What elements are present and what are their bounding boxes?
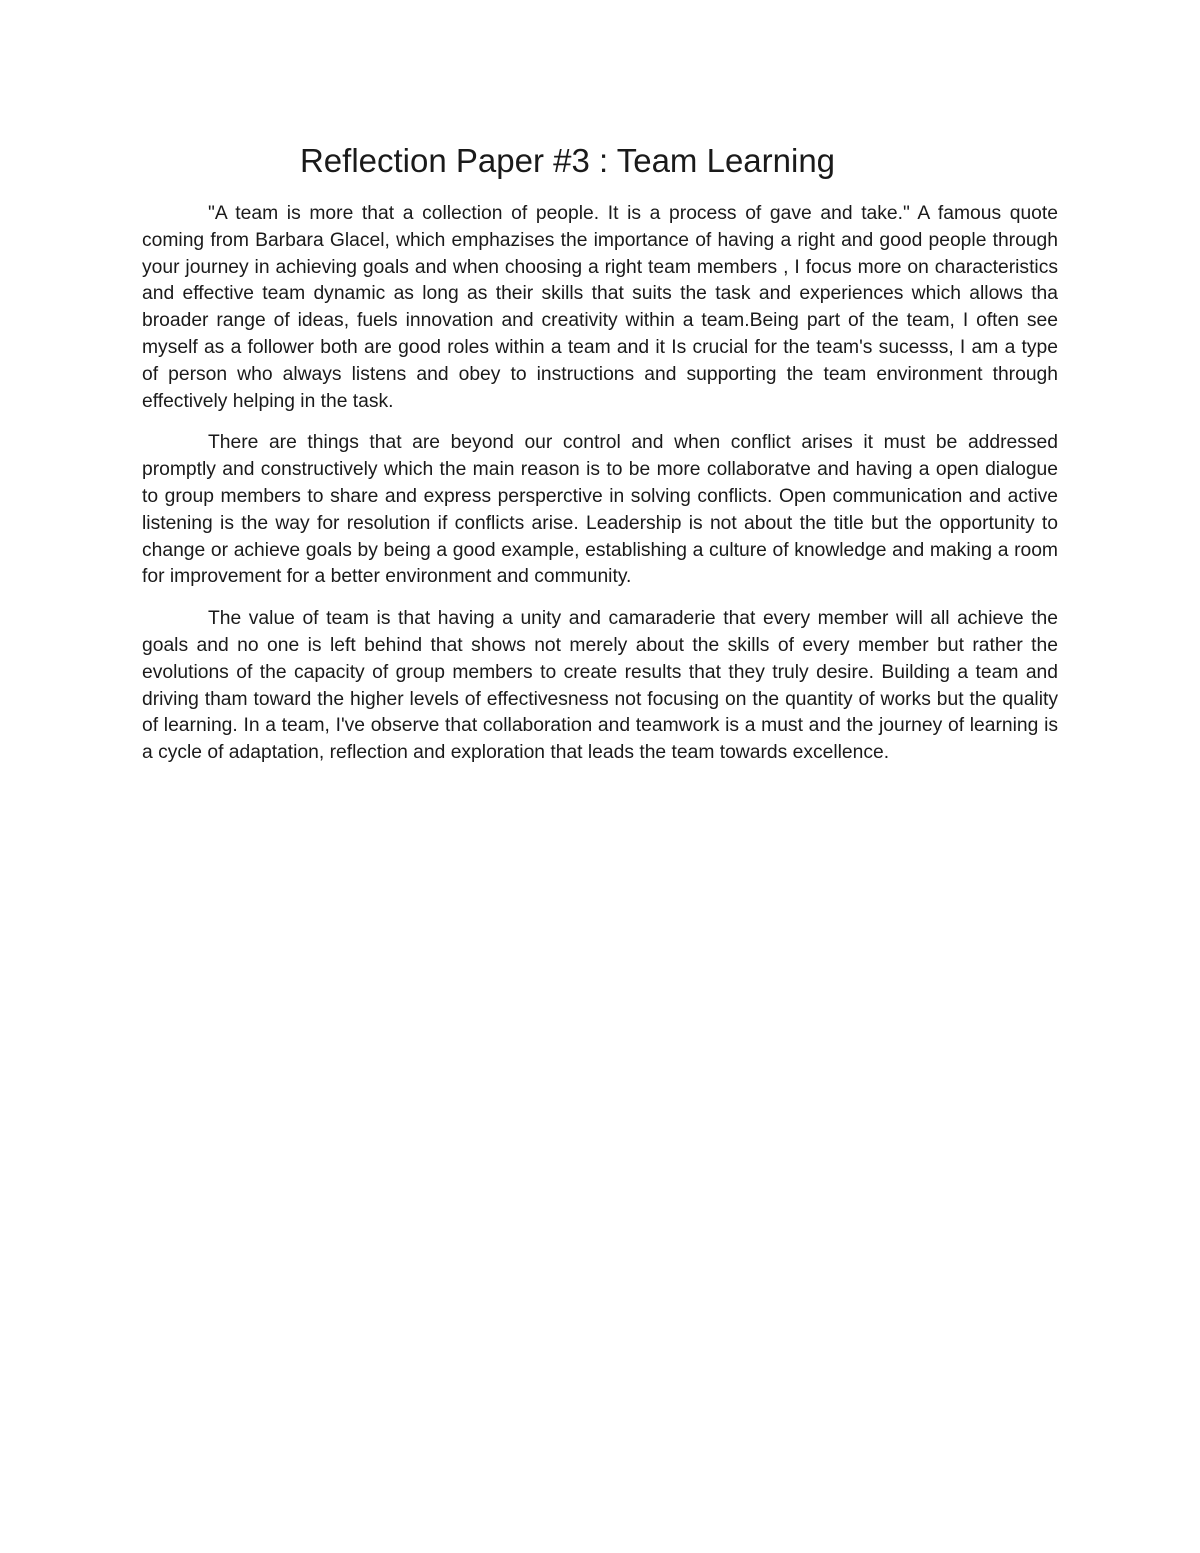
paragraph-1: "A team is more that a collection of people. It is a process of gave and take." A famous quote coming from Barbara Glacel, which emphazises the importance of having a right and good people through your journey in achieving goals and when choosing a right team members , I focus more on characteristics and effective team dynamic as long as their skills that suits the task and experiences which allows tha broader range of ideas, fuels innovation and creativity within a team.Being part of the team, I often see myself as a follower both are good roles within a team and it Is crucial for the team's sucesss, I am a type of person who always listens and obey to instructions and supporting the team environment through effectively helping in the task. [142,203,1058,412]
paragraph-2: There are things that are beyond our control and when conflict arises it must be addressed promptly and constructively which the main reason is to be more collaboratve and having a open dialogue to group members to share and express persperctive in solving conflicts. Open communication and active listening is the way for resolution if conflicts arise. Leadership is not about the title but the opportunity to change or achieve goals by being a good example, establishing a culture of knowledge and making a room for improvement for a better environment and community. [142,432,1058,588]
document-body [142,201,1058,782]
document-title: Reflection Paper #3 : Team Learning [299,142,836,179]
paragraph-3: The value of team is that having a unity and camaraderie that every member will all achieve the goals and no one is left behind that shows not merely about the skills of every member but rather the evolutions of the capacity of group members to create results that they truly desire. Building a team and driving tham toward the higher levels of effectivesness not focusing on the quantity of works but the quality of learning. In a team, I've observe that collaboration and teamwork is a must and the journey of learning is a cycle of adaptation, reflection and exploration that leads the team towards excellence. [142,608,1058,764]
